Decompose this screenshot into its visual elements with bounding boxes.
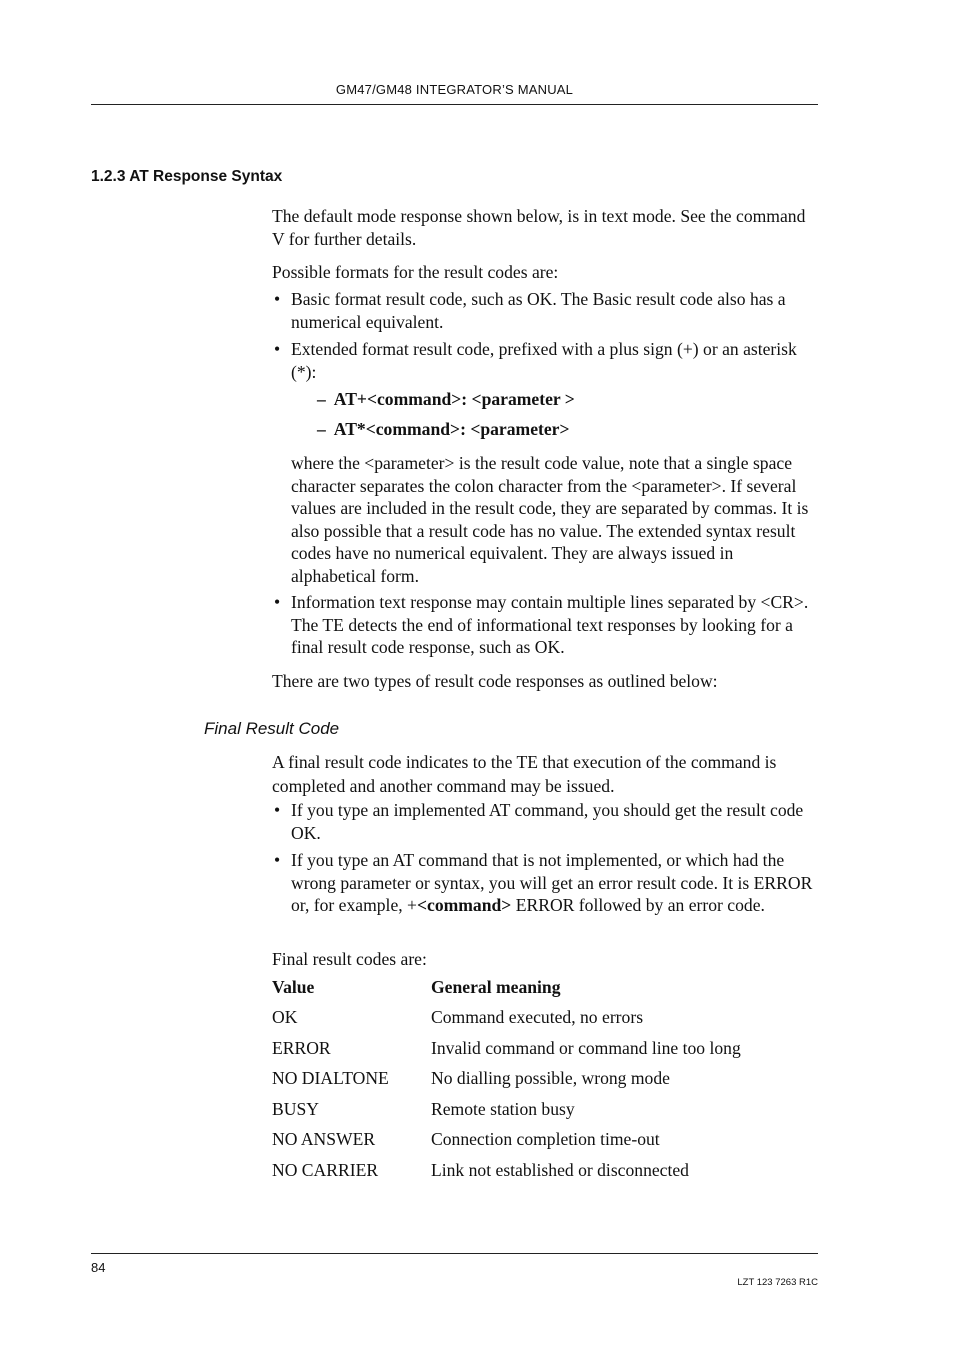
two-types-paragraph: There are two types of result code responses as outlined below: xyxy=(272,671,718,691)
bullet-implemented xyxy=(272,799,820,844)
bullet-extended xyxy=(272,338,820,383)
bullet-dot: • xyxy=(274,592,281,612)
table-header-meaning: General meaning xyxy=(431,977,561,997)
table-cell-meaning: Invalid command or command line too long xyxy=(431,1038,741,1058)
bullet-not-implemented-text-c: ERROR followed by an error code. xyxy=(511,895,765,916)
table-cell-value: NO ANSWER xyxy=(272,1129,376,1149)
command-placeholder: <command> xyxy=(416,895,512,916)
bullet-dot: • xyxy=(274,339,281,359)
table-cell-meaning: Remote station busy xyxy=(431,1099,575,1119)
bullet-info-text: Information text response may contain multiple lines separated by <CR>. The TE detects the end of informational text responses by looking for a final result code response, such as OK. xyxy=(291,592,809,658)
bullet-dot: • xyxy=(274,850,281,870)
page-number: 84 xyxy=(91,1260,106,1275)
intro-paragraph: The default mode response shown below, is in text mode. See the command V for further details. xyxy=(272,206,806,249)
header-rule xyxy=(91,104,818,105)
formats-paragraph: Possible formats for the result codes are: xyxy=(272,262,559,282)
bullet-dot: • xyxy=(274,289,281,309)
final-result-intro: A final result code indicates to the TE that execution of the command is completed and another command may be issued. xyxy=(272,752,777,797)
where-paragraph xyxy=(272,452,820,588)
bullet-info xyxy=(272,591,820,659)
dash-marker: – xyxy=(317,389,326,409)
table-cell-meaning: Command executed, no errors xyxy=(431,1007,644,1027)
bullet-not-implemented xyxy=(272,849,820,917)
section-title: 1.2.3 AT Response Syntax xyxy=(91,168,283,185)
bullet-extended-text: Extended format result code, prefixed with a plus sign (+) or an asterisk (*): xyxy=(291,339,797,382)
codes-intro: Final result codes are: xyxy=(272,949,427,969)
dash-item-star-text: AT*<command>: <parameter> xyxy=(333,419,570,439)
bullet-basic-text: Basic format result code, such as OK. The Basic result code also has a numerical equivalent. xyxy=(291,289,786,332)
dash-marker: – xyxy=(317,419,326,439)
footer-rule xyxy=(91,1253,818,1254)
document-reference: LZT 123 7263 R1C xyxy=(737,1277,818,1288)
final-result-heading: Final Result Code xyxy=(204,719,340,738)
dash-item-plus xyxy=(317,388,575,411)
table-header-value: Value xyxy=(272,977,315,997)
table-cell-value: ERROR xyxy=(272,1038,331,1058)
table-cell-value: NO CARRIER xyxy=(272,1160,379,1180)
table-cell-value: OK xyxy=(272,1007,298,1027)
bullet-not-implemented-text-a: If you type an AT command that is not implemented, or which had the wrong parameter or syntax, you will get an error result code. It is ERROR or, for example, + xyxy=(291,850,813,916)
table-cell-meaning: Link not established or disconnected xyxy=(431,1160,689,1180)
dash-item-plus-text: AT+<command>: <parameter > xyxy=(333,389,575,409)
where-text: where the <parameter> is the result code value, note that a single space character separates the colon character from the <parameter>. If several values are included in the result code, they are separated by commas. It is also possible that a result code has no value. The extended syntax result codes have no numerical equivalent. They are always issued in alphabetical form. xyxy=(291,453,809,586)
dash-item-star xyxy=(317,418,570,441)
running-header: GM47/GM48 INTEGRATOR’S MANUAL xyxy=(335,82,574,97)
table-cell-value: NO DIALTONE xyxy=(272,1068,389,1088)
table-cell-meaning: No dialling possible, wrong mode xyxy=(431,1068,670,1088)
bullet-dot: • xyxy=(274,800,281,820)
bullet-basic xyxy=(272,288,820,333)
table-cell-meaning: Connection completion time-out xyxy=(431,1129,660,1149)
table-cell-value: BUSY xyxy=(272,1099,319,1119)
bullet-implemented-text: If you type an implemented AT command, you should get the result code OK. xyxy=(291,800,804,843)
